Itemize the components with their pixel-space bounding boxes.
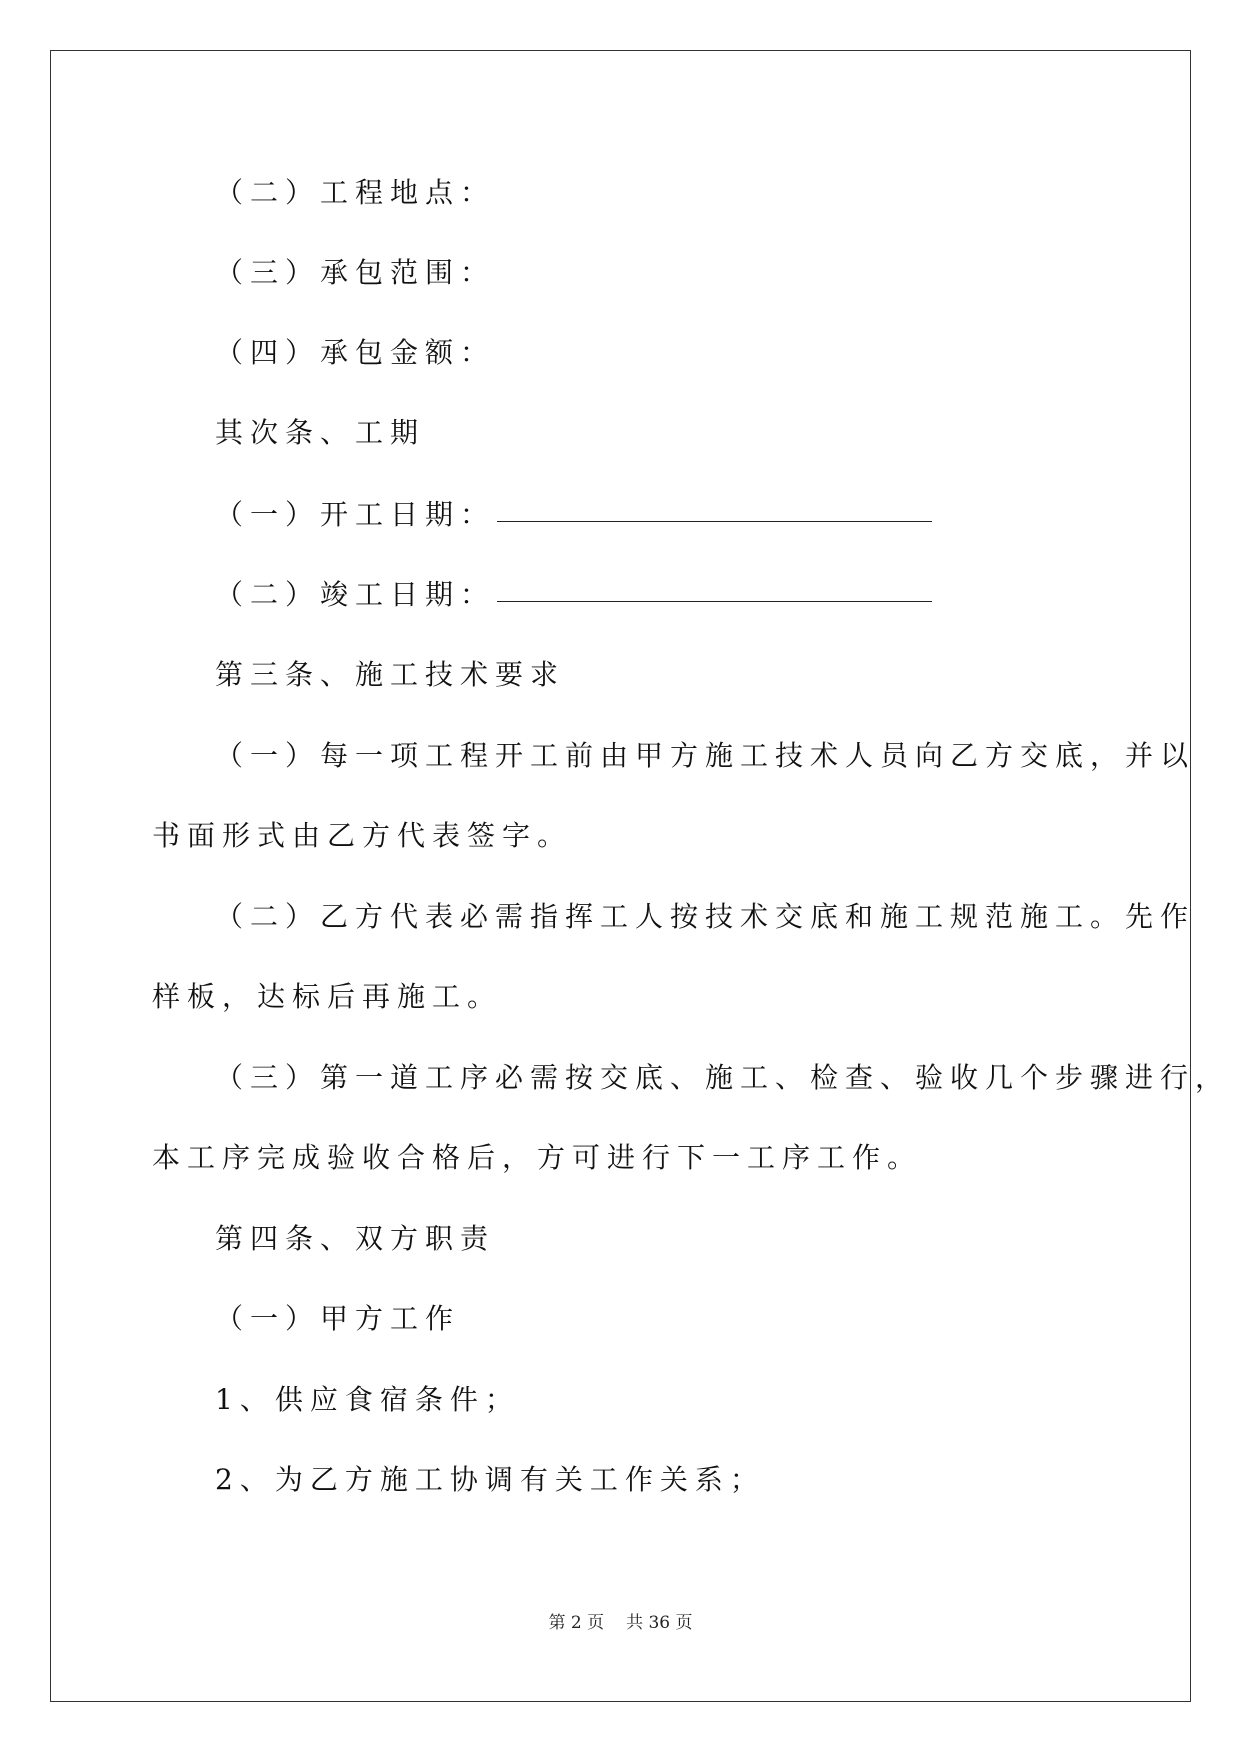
section-heading: 第四条、双方职责: [215, 1222, 496, 1255]
section-heading: 其次条、工期: [215, 416, 426, 449]
start-date-label: （一）开工日期：: [215, 498, 496, 531]
text-line: （二）乙方代表必需指挥工人按技术交底和施工规范施工。先作: [215, 900, 1196, 933]
section-heading: 第三条、施工技术要求: [215, 658, 566, 691]
end-date-label: （二）竣工日期：: [215, 578, 496, 611]
text-line: 本工序完成验收合格后，方可进行下一工序工作。: [152, 1141, 923, 1174]
fill-in-blank: [497, 520, 932, 522]
page-total: 共 36 页: [626, 1613, 693, 1633]
page-footer: [0, 1612, 1241, 1634]
text-line: （二）工程地点：: [215, 176, 496, 209]
list-item: 2、为乙方施工协调有关工作关系；: [215, 1463, 765, 1496]
page-number: 第 2 页: [548, 1613, 605, 1633]
text-line-with-blank: [215, 575, 932, 615]
text-line-with-blank: [215, 495, 932, 535]
text-line: （一）甲方工作: [215, 1302, 461, 1335]
text-line: 样板，达标后再施工。: [152, 980, 503, 1013]
list-item: 1、供应食宿条件；: [215, 1383, 520, 1416]
text-line: （一）每一项工程开工前由甲方施工技术人员向乙方交底，并以: [215, 739, 1196, 772]
text-line: （三）第一道工序必需按交底、施工、检查、验收几个步骤进行，: [215, 1061, 1231, 1094]
text-line: 书面形式由乙方代表签字。: [152, 819, 573, 852]
text-line: （四）承包金额：: [215, 336, 496, 369]
page-border: [50, 50, 1191, 1702]
text-line: （三）承包范围：: [215, 256, 496, 289]
fill-in-blank: [497, 600, 932, 602]
